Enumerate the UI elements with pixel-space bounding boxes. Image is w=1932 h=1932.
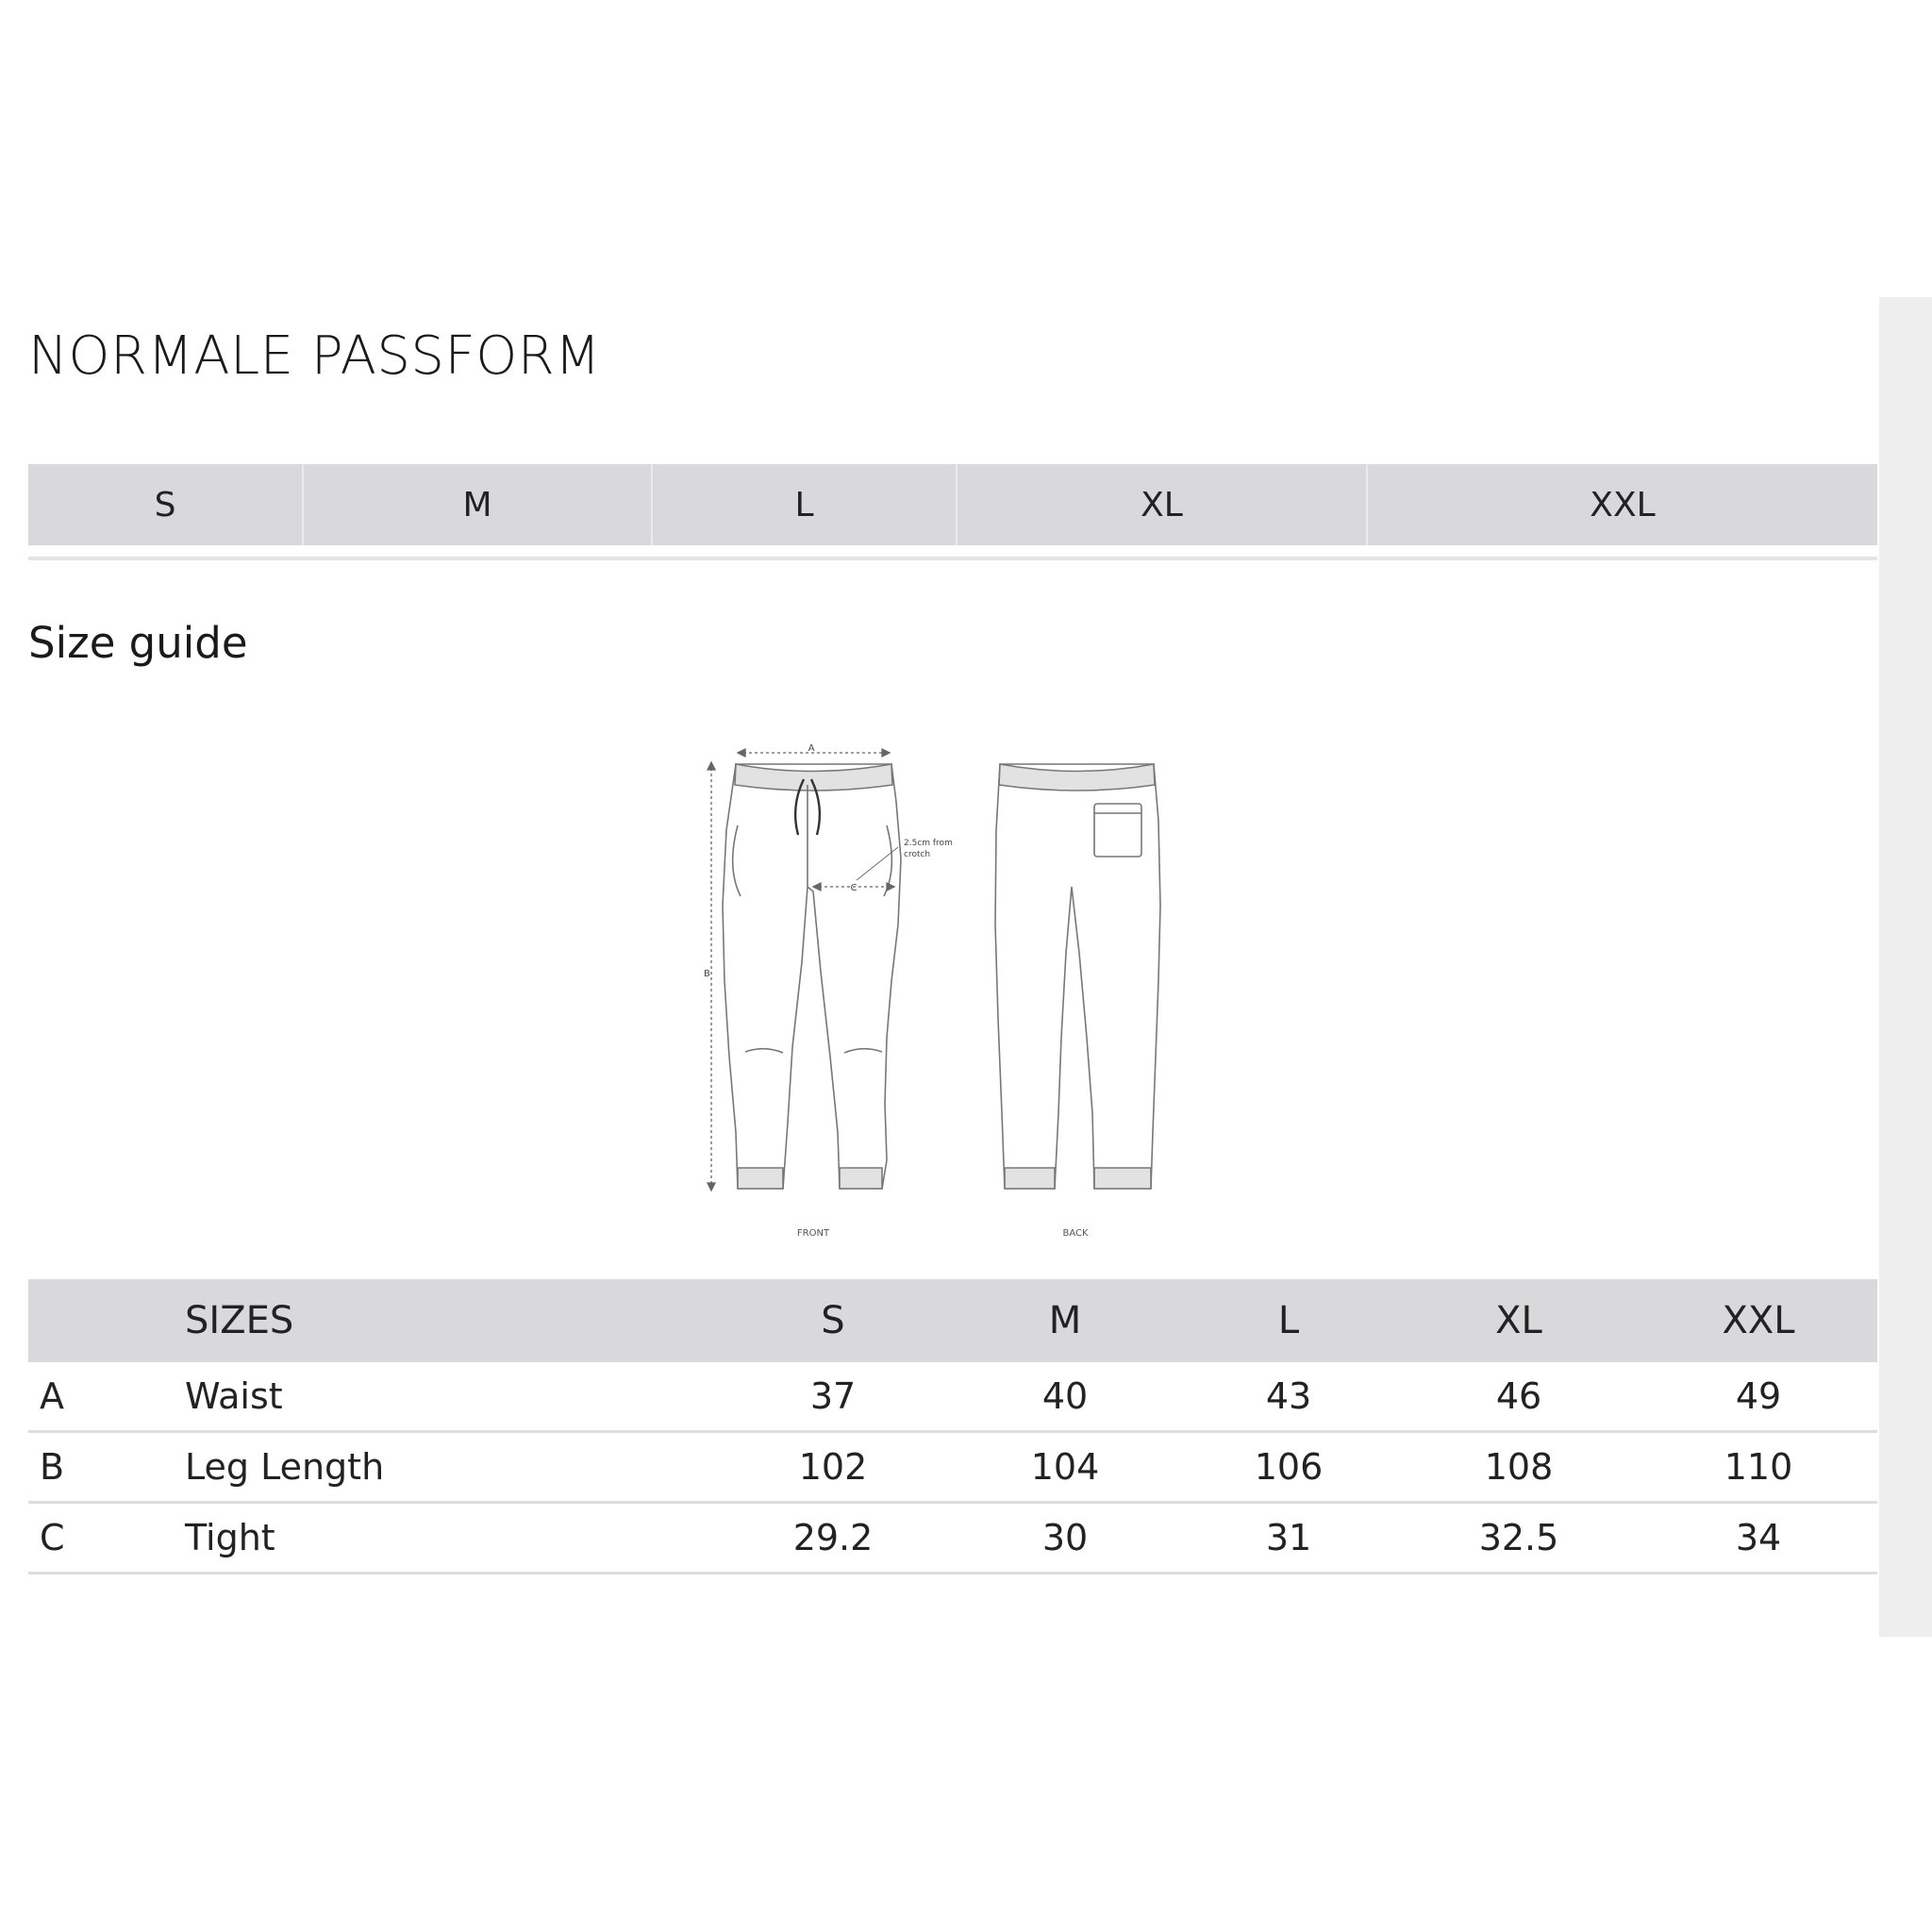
cell-value: 34: [1640, 1503, 1877, 1574]
cell-value: 108: [1398, 1432, 1640, 1503]
cell-value: 46: [1398, 1362, 1640, 1432]
pants-back: [995, 764, 1160, 1189]
size-table: [28, 1279, 1877, 1574]
cell-value: 32.5: [1398, 1503, 1640, 1574]
header-size-s: S: [715, 1279, 951, 1362]
size-selector: [28, 464, 1877, 545]
pants-front: [723, 764, 901, 1189]
size-tab-xxl[interactable]: XXL: [1590, 485, 1656, 525]
cell-value: 31: [1179, 1503, 1398, 1574]
dimension-lines: [708, 749, 898, 1191]
header-size-xxl: XXL: [1640, 1279, 1877, 1362]
pants-diagram: [698, 736, 1189, 1255]
crotch-note: 2.5cm from: [904, 839, 953, 848]
size-tab-s[interactable]: S: [28, 464, 304, 545]
cell-value: 37: [715, 1362, 951, 1432]
page-title: NORMALE PASSFORM: [28, 325, 601, 387]
dimension-label-a: A: [808, 743, 815, 754]
header-code: [28, 1279, 185, 1362]
row-code: C: [28, 1503, 185, 1574]
header-size-xl: XL: [1398, 1279, 1640, 1362]
cell-value: 102: [715, 1432, 951, 1503]
row-name: Waist: [185, 1362, 715, 1432]
row-code: B: [28, 1432, 185, 1503]
cell-value: 29.2: [715, 1503, 951, 1574]
table-row: [28, 1503, 1877, 1574]
cell-value: 110: [1640, 1432, 1877, 1503]
size-tab-l[interactable]: L: [653, 464, 958, 545]
cell-value: 104: [951, 1432, 1179, 1503]
row-code: A: [28, 1362, 185, 1432]
scrollbar-track[interactable]: [1879, 297, 1932, 1637]
row-name: Tight: [185, 1503, 715, 1574]
dimension-label-b: B: [704, 969, 710, 979]
cell-value: 43: [1179, 1362, 1398, 1432]
front-label: FRONT: [796, 1228, 830, 1239]
tabs-divider: [28, 557, 1877, 560]
crotch-note-2: crotch: [904, 850, 931, 859]
cell-value: 40: [951, 1362, 1179, 1432]
table-row: [28, 1432, 1877, 1503]
header-size-m: M: [951, 1279, 1179, 1362]
table-row: [28, 1362, 1877, 1432]
section-title: Size guide: [28, 618, 248, 668]
cell-value: 106: [1179, 1432, 1398, 1503]
size-tab-xl[interactable]: XL: [958, 464, 1368, 545]
size-tab-m[interactable]: M: [304, 464, 653, 545]
dimension-label-c: C: [850, 883, 858, 893]
cell-value: 30: [951, 1503, 1179, 1574]
header-size-l: L: [1179, 1279, 1398, 1362]
header-sizes-label: SIZES: [185, 1279, 715, 1362]
cell-value: 49: [1640, 1362, 1877, 1432]
back-label: BACK: [1062, 1228, 1089, 1239]
table-header-row: [28, 1279, 1877, 1362]
row-name: Leg Length: [185, 1432, 715, 1503]
